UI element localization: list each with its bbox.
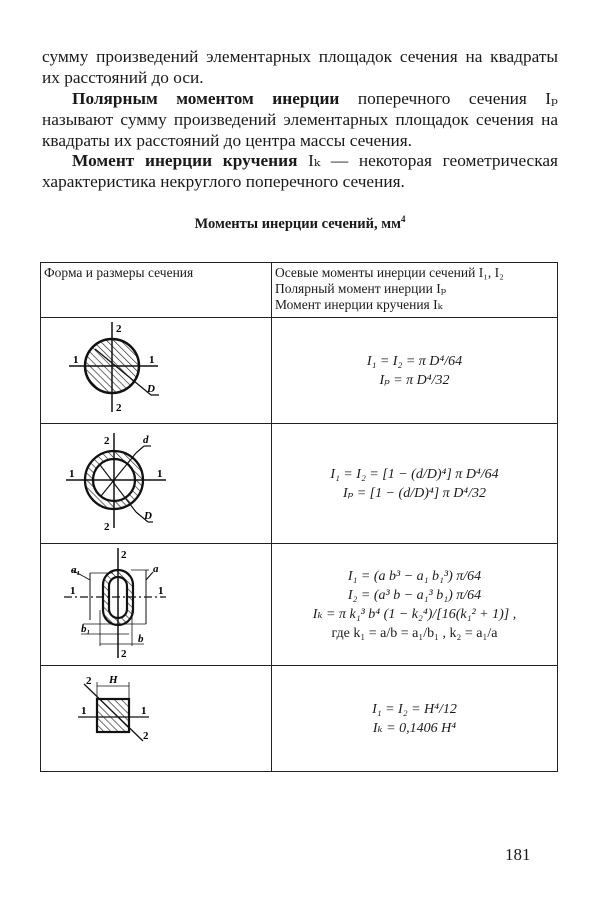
dimension-label: D: [144, 510, 152, 522]
dimension-label: a₁: [71, 564, 81, 576]
term-polar-moment: Полярным моментом инерции: [72, 89, 340, 108]
header-shape: Форма и размеры сечения: [41, 263, 272, 318]
axis-label: 1: [149, 354, 155, 366]
dimension-label: H: [109, 674, 118, 686]
page-number: 181: [505, 845, 531, 864]
dimension-label: d: [143, 434, 149, 446]
axis-label: 1: [73, 354, 79, 366]
formula: I₁ = I₂ = π D⁴/64: [366, 353, 463, 369]
formula: Iₚ = π D⁴/32: [379, 372, 450, 388]
axis-label: 2: [86, 675, 92, 687]
axis-label: 2: [143, 730, 149, 742]
header-line: Полярный момент инерции Iₚ: [275, 281, 447, 296]
formula: где k₁ = a/b = a₁/b₁ , k₂ = a₁/a: [331, 625, 498, 641]
axis-label: 1: [157, 468, 163, 480]
solid-circle-diagram: [41, 318, 265, 418]
header-line: Момент инерции кручения Iₖ: [275, 297, 443, 312]
dimension-label: b: [138, 633, 144, 645]
axis-label: 2: [121, 549, 127, 561]
axis-label: 1: [141, 705, 147, 717]
formula: I₁ = I₂ = [1 − (d/D)⁴] π D⁴/64: [330, 466, 499, 482]
shape-cell: [41, 666, 272, 772]
formula: I₁ = (a b³ − a₁ b₁³) π/64: [347, 568, 482, 584]
formula-cell: [272, 666, 558, 772]
axis-label: 1: [158, 585, 164, 597]
shape-cell: [41, 544, 272, 666]
axis-label: 1: [70, 585, 76, 597]
formula: I₁ = I₂ = H⁴/12: [372, 701, 457, 717]
axis-label: 2: [104, 521, 110, 533]
table-row: [41, 318, 558, 424]
axis-label: 2: [116, 402, 122, 414]
square-diagram: [41, 666, 265, 766]
table-header-row: [41, 263, 558, 318]
formula: Iₚ = [1 − (d/D)⁴] π D⁴/32: [342, 485, 487, 501]
header-line: Осевые моменты инерции сечений I₁, I₂: [275, 265, 504, 280]
paragraph-axial-moment-end: сумму произведений элементарных площадок сечения на квадраты их расстояний до оси.: [42, 47, 558, 87]
moments-table: [40, 262, 558, 772]
table-title-text: Моменты инерции сечений, мм: [194, 215, 401, 232]
dimension-label: b₁: [81, 623, 91, 635]
axis-label: 2: [116, 323, 122, 335]
axis-label: 2: [104, 435, 110, 447]
table-row: [41, 666, 558, 772]
shape-cell: [41, 424, 272, 544]
axis-label: 1: [69, 468, 75, 480]
table-row: [41, 544, 558, 666]
term-torsion-moment: Момент инерции кручения: [72, 151, 298, 170]
formula: Iₖ = π k₁³ b⁴ (1 − k₂⁴)/[16(k₁² + 1)] ,: [312, 606, 517, 622]
formula-cell: [272, 318, 558, 424]
table-row: [41, 424, 558, 544]
formula: Iₖ = 0,1406 H⁴: [372, 720, 457, 736]
formula-cell: [272, 424, 558, 544]
shape-cell: [41, 318, 272, 424]
definition-torsion-moment: Iₖ — некоторая геометрическая характеристика некруглого поперечного сечения.: [42, 151, 558, 191]
hollow-oval-diagram: [41, 544, 265, 660]
formula: I₂ = (a³ b − a₁³ b₁) π/64: [347, 587, 482, 603]
axis-label: 1: [81, 705, 87, 717]
header-moments: [272, 263, 558, 318]
table-title-sup: 4: [400, 214, 406, 224]
axis-label: 2: [121, 648, 127, 660]
table-title: [0, 214, 600, 233]
dimension-label: D: [147, 383, 155, 395]
definition-polar-moment: поперечного сечения Iₚ называют сумму произведений элементарных площадок сечения на квадраты их расстояний до центра массы сечения.: [42, 89, 558, 150]
hollow-circle-diagram: [41, 424, 265, 538]
paragraph-polar-moment: [42, 88, 558, 151]
formula-cell: [272, 544, 558, 666]
paragraph-torsion-moment: [42, 150, 558, 192]
dimension-label: a: [153, 563, 159, 575]
